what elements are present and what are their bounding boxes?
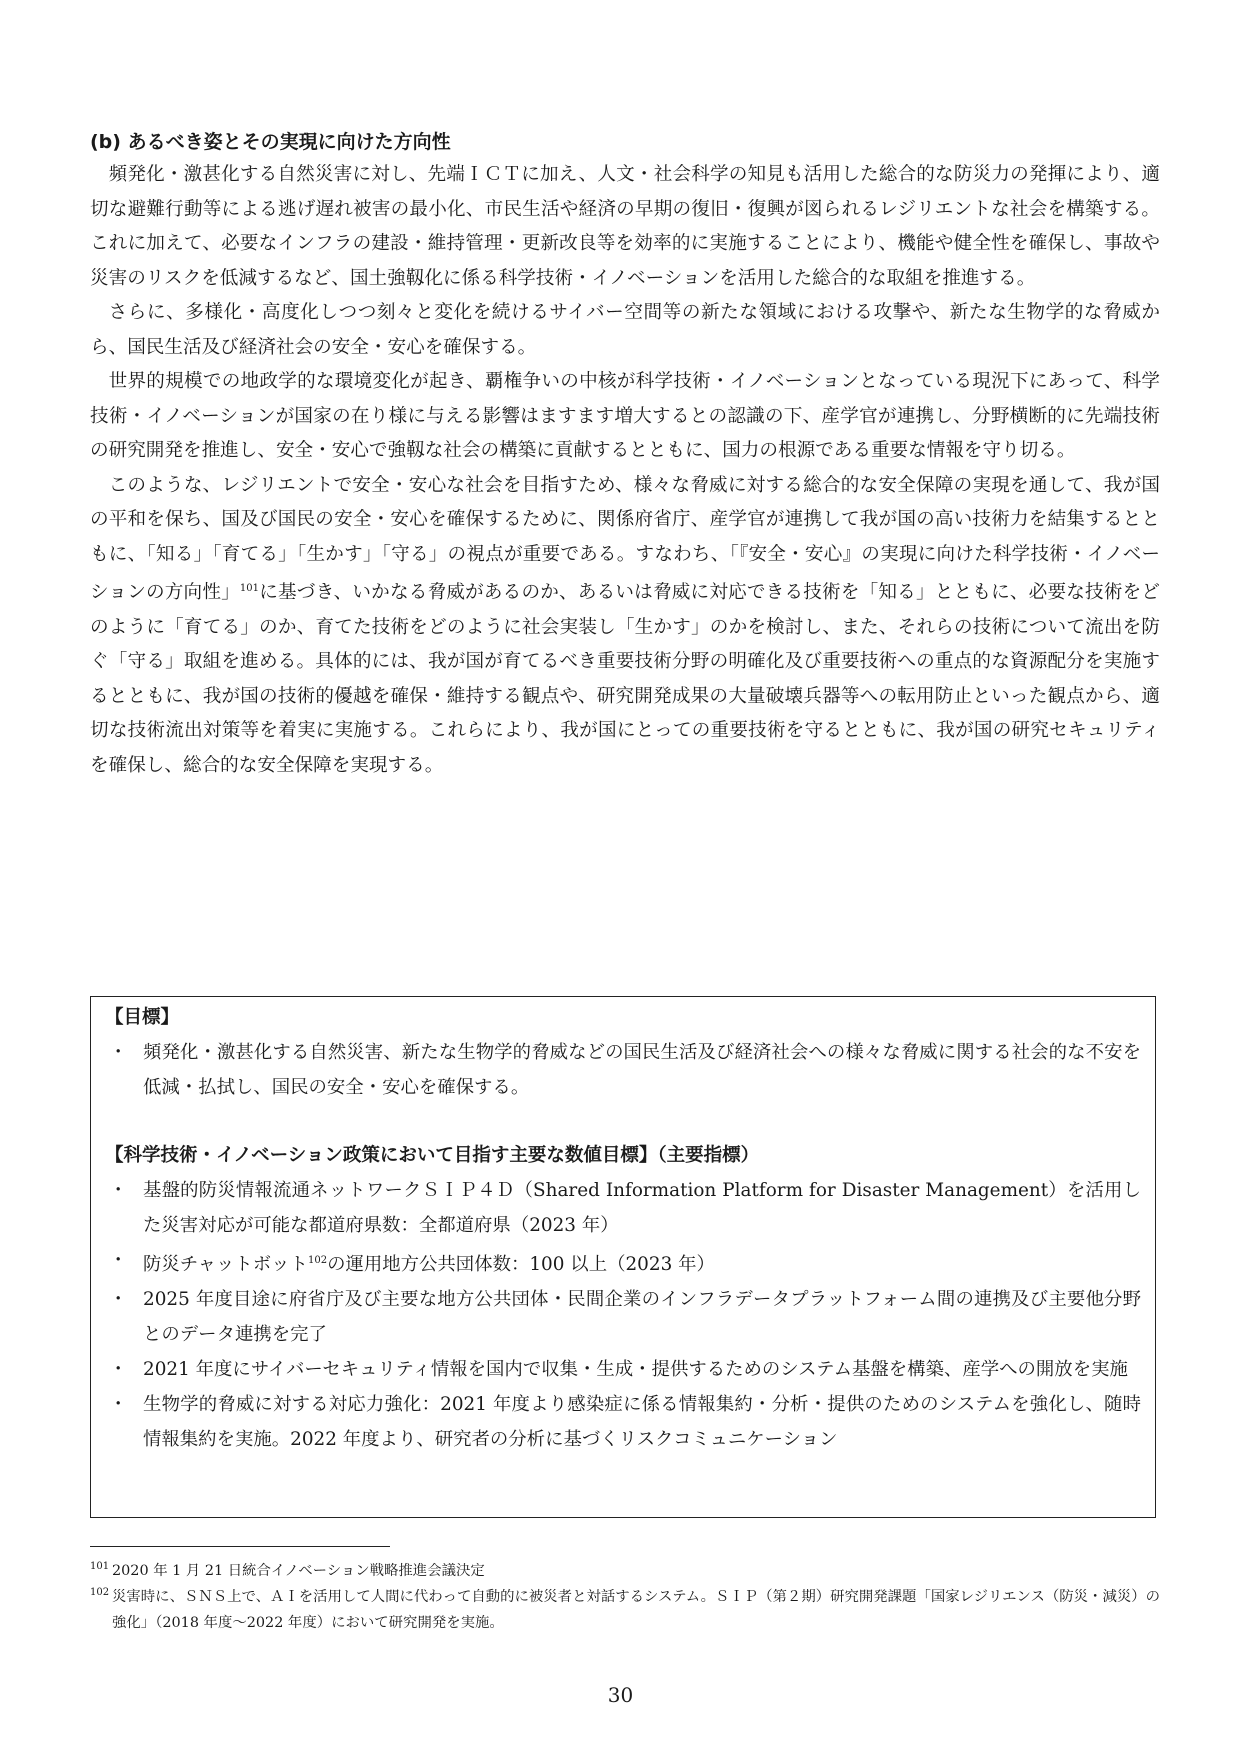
footnote-divider (90, 1546, 390, 1547)
bullet-mark: ・ (109, 1394, 128, 1416)
footnote-ref-102[interactable]: 102 (307, 1255, 328, 1266)
target-item-5-text: 生物学的脅威に対する対応力強化：2021 年度より感染症に係る情報集約・分析・提供のためのシステムを強化し、随時情報集約を実施。2022 年度より、研究者の分析に基づくリスクコミュニケーション (143, 1394, 1141, 1451)
footnote-number: 102 (90, 1587, 110, 1598)
footnote-number: 101 (90, 1561, 110, 1572)
spacer (105, 1105, 1141, 1139)
target-item-4 (105, 1352, 1141, 1387)
target-item-2 (105, 1243, 1141, 1282)
section-heading: (b) あるべき姿とその実現に向けた方向性 (90, 131, 451, 153)
target-item-3 (105, 1282, 1141, 1352)
footnote-text: 災害時に、ＳＮＳ上で、ＡＩを活用して人間に代わって自動的に被災者と対話するシステム。ＳＩＰ（第２期）研究開発課題「国家レジリエンス（防災・減災）の強化」（2018 年度～2022 年度）において研究開発を実施。 (112, 1589, 1161, 1631)
goal-bullet (105, 1035, 1141, 1105)
paragraph-4-text-a: このような、レジリエントで安全・安心な社会を目指すため、様々な脅威に対する総合的な安全保障の実現を通して、我が国の平和を保ち、国及び国民の安全・安心を確保するために、関係府省庁、産学官が連携して我が国の高い技術力を結集するとともに、「知る」「育てる」「生かす」「守る」の視点が重要である。すなわち、「『安全・安心』の実現に向けた科学技術・イノベーションの方向性」 (90, 474, 1160, 604)
footnotes (90, 1558, 1160, 1636)
footnote-102 (90, 1584, 1160, 1636)
target-item-2-text-a: 防災チャットボット (143, 1254, 308, 1276)
target-item-2-text-b: の運用地方公共団体数：100 以上（2023 年） (327, 1254, 715, 1276)
footnote-text: 2020 年 1 月 21 日統合イノベーション戦略推進会議決定 (112, 1563, 485, 1579)
target-item-2-text (143, 1243, 1141, 1282)
page-number: 30 (607, 1683, 634, 1707)
goal-title: 【目標】 (105, 1007, 180, 1028)
target-item-1 (105, 1173, 1141, 1243)
target-item-1-text: 基盤的防災情報流通ネットワークＳＩＰ４Ｄ（Shared Information Platform for Disaster Management）を活用した災害対応が可能な都道府県数：全都道府県（2023 年） (143, 1180, 1141, 1236)
body-paragraph-2: さらに、多様化・高度化しつつ刻々と変化を続けるサイバー空間等の新たな領域における攻撃や、新たな生物学的な脅威から、国民生活及び経済社会の安全・安心を確保する。 (90, 302, 1160, 358)
target-item-4-text: 2021 年度にサイバーセキュリティ情報を国内で収集・生成・提供するためのシステム基盤を構築、産学への開放を実施 (143, 1359, 1128, 1381)
target-item-3-text: 2025 年度目途に府省庁及び主要な地方公共団体・民間企業のインフラデータプラットフォーム間の連携及び主要他分野とのデータ連携を完了 (143, 1289, 1141, 1346)
bullet-mark: ・ (109, 1250, 128, 1271)
body-paragraph-3: 世界的規模での地政学的な環境変化が起き、覇権争いの中核が科学技術・イノベーションとなっている現況下にあって、科学技術・イノベーションが国家の在り様に与える影響はますます増大するとの認識の下、産学官が連携し、分野横断的に先端技術の研究開発を推進し、安全・安心で強靱な社会の構築に貢献するとともに、国力の根源である重要な情報を守り切る。 (90, 371, 1160, 461)
paragraph-4-text-b: に基づき、いかなる脅威があるのか、あるいは脅威に対応できる技術を「知る」とともに、必要な技術をどのように「育てる」のか、育てた技術をどのように社会実装し「生かす」のかを検討し、また、それらの技術について流出を防ぐ「守る」取組を進める。具体的には、我が国が育てるべき重要技術分野の明確化及び重要技術への重点的な資源配分を実施するとともに、我が国の技術的優越を確保・維持する観点や、研究開発成果の大量破壊兵器等への転用防止といった観点から、適切な技術流出対策等を着実に実施する。これらにより、我が国にとっての重要技術を守るとともに、我が国の研究セキュリティを確保し、総合的な安全保障を実現する。 (90, 582, 1160, 776)
bullet-mark: ・ (109, 1359, 128, 1381)
main-content (90, 128, 1160, 783)
targets-title: 【科学技術・イノベーション政策において目指す主要な数値目標】（主要指標） (105, 1145, 760, 1166)
bullet-mark: ・ (109, 1289, 128, 1311)
footnote-ref-101[interactable]: 101 (239, 583, 260, 594)
target-item-5 (105, 1387, 1141, 1457)
goals-box (90, 996, 1156, 1518)
goal-bullet-text: 頻発化・激甚化する自然災害、新たな生物学的脅威などの国民生活及び経済社会への様々な脅威に関する社会的な不安を低減・払拭し、国民の安全・安心を確保する。 (143, 1042, 1141, 1098)
bullet-mark: ・ (109, 1042, 128, 1063)
body-paragraph-4 (90, 469, 1160, 784)
footnote-101 (90, 1558, 1160, 1584)
body-paragraph-1: 頻発化・激甚化する自然災害に対し、先端ＩＣＴに加え、人文・社会科学の知見も活用した総合的な防災力の発揮により、適切な避難行動等による逃げ遅れ被害の最小化、市民生活や経済の早期の復旧・復興が図られるレジリエントな社会を構築する。これに加えて、必要なインフラの建設・維持管理・更新改良等を効率的に実施することにより、機能や健全性を確保し、事故や災害のリスクを低減するなど、国土強靱化に係る科学技術・イノベーションを活用した総合的な取組を推進する。 (90, 164, 1160, 289)
bullet-mark: ・ (109, 1180, 128, 1201)
